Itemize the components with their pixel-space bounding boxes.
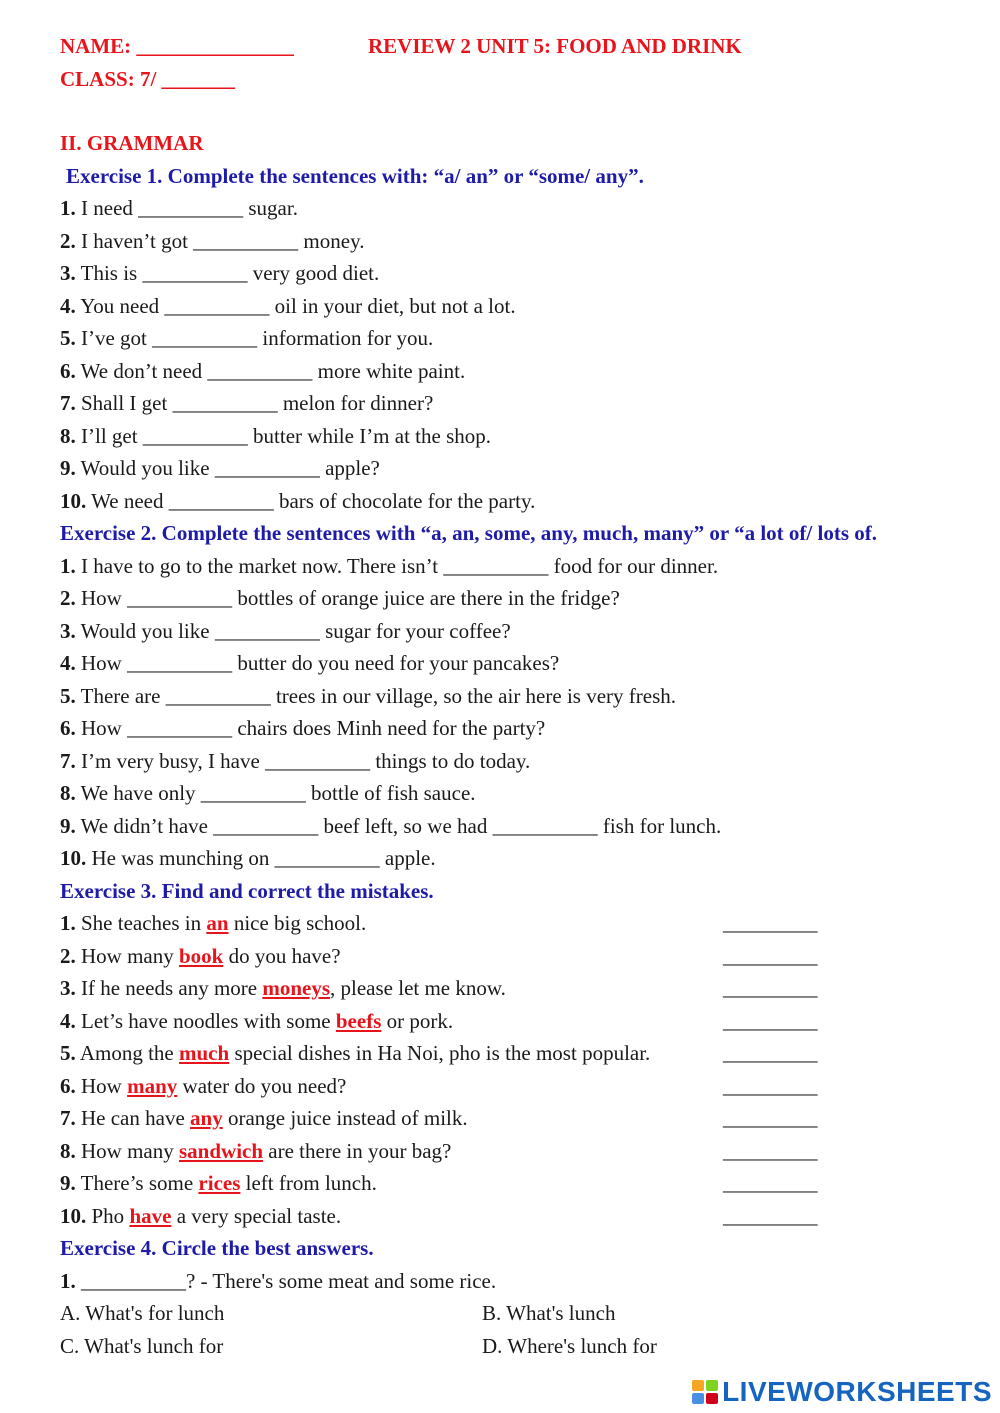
question-number: 1. <box>60 911 76 935</box>
question-text[interactable]: Would you like __________ apple? <box>75 456 380 480</box>
question-text[interactable]: I’m very busy, I have __________ things to do today. <box>75 748 531 773</box>
question-item <box>60 777 965 810</box>
answer-blank[interactable]: _________ <box>723 1041 818 1065</box>
question-text[interactable]: How __________ chairs does Minh need for the party? <box>75 716 546 740</box>
question-item <box>60 680 965 713</box>
logo-square <box>692 1380 704 1391</box>
question-number: 4. <box>60 651 76 675</box>
name-field[interactable]: NAME: _______________ <box>60 34 294 58</box>
sentence-part: , please let me know. <box>330 976 506 1000</box>
answer-blank[interactable]: _________ <box>723 1073 818 1098</box>
sentence-part: or pork. <box>381 1008 454 1033</box>
question-number: 6. <box>60 716 76 740</box>
answer-blank[interactable]: _________ <box>723 1171 818 1195</box>
question-number: 8. <box>60 781 76 805</box>
mistake-item <box>60 1102 965 1135</box>
exercise-1-list <box>60 192 965 517</box>
question-text[interactable]: I haven’t got __________ money. <box>75 228 365 253</box>
answer-blank[interactable]: _________ <box>723 1008 818 1033</box>
sentence-part: orange juice instead of milk. <box>222 1106 468 1130</box>
question-item <box>60 582 965 615</box>
sentence-part: If he needs any more <box>75 976 263 1000</box>
question-item <box>60 810 965 843</box>
answer-blank[interactable]: _________ <box>723 976 818 1000</box>
question-item <box>60 257 965 290</box>
exercise-4-title: Exercise 4. Circle the best answers. <box>60 1236 374 1260</box>
sentence-part: How <box>75 1073 128 1098</box>
answer-blank[interactable]: _________ <box>723 1203 818 1228</box>
question-number: 9. <box>60 813 76 838</box>
question-item <box>60 1265 965 1298</box>
question-number: 2. <box>60 586 76 610</box>
question-item <box>60 387 965 420</box>
mistake-item <box>60 1070 965 1103</box>
question-text[interactable]: I’ll get __________ butter while I’m at the shop. <box>75 423 492 448</box>
question-number: 3. <box>60 261 76 285</box>
question-item <box>60 420 965 453</box>
question-item <box>60 842 965 875</box>
sentence-part: He can have <box>75 1106 191 1130</box>
logo-square <box>692 1393 704 1404</box>
exercise-2-title: Exercise 2. Complete the sentences with “a, an, some, any, much, many” or “a lot of/ lots of. <box>60 521 877 545</box>
question-text[interactable]: I have to go to the market now. There isn’t __________ food for our dinner. <box>75 553 719 578</box>
option-a[interactable]: A. What's for lunch <box>60 1301 225 1325</box>
sentence-part: water do you need? <box>177 1073 347 1098</box>
question-number: 10. <box>60 488 87 513</box>
exercise-1-title: Exercise 1. Complete the sentences with: “a/ an” or “some/ any”. <box>66 163 644 188</box>
logo-text: LIVEWORKSHEETS <box>722 1376 992 1407</box>
question-number: 8. <box>60 1138 76 1163</box>
answer-blank[interactable]: _________ <box>723 943 818 968</box>
mistake-word[interactable]: sandwich <box>179 1138 264 1163</box>
answer-blank[interactable]: _________ <box>723 911 818 935</box>
question-number: 9. <box>60 1171 76 1195</box>
question-item <box>60 225 965 258</box>
class-field[interactable]: CLASS: 7/ _______ <box>60 66 236 91</box>
mistake-item <box>60 972 965 1005</box>
worksheet-header <box>60 30 965 63</box>
option-d[interactable]: D. Where's lunch for <box>482 1333 657 1358</box>
option-c[interactable]: C. What's lunch for <box>60 1333 224 1358</box>
sentence-part: There’s some <box>75 1171 199 1195</box>
sentence-part: How many <box>75 1138 179 1163</box>
worksheet-page <box>60 30 965 1362</box>
mistake-word[interactable]: rices <box>198 1171 241 1195</box>
mistake-word[interactable]: an <box>206 911 229 935</box>
question-item <box>60 355 965 388</box>
sentence-part: do you have? <box>223 943 341 968</box>
answer-blank[interactable]: _________ <box>723 1138 818 1163</box>
question-number: 8. <box>60 423 76 448</box>
question-item <box>60 647 965 680</box>
sentence-part: are there in your bag? <box>263 1138 452 1163</box>
mistake-word[interactable]: many <box>127 1073 178 1098</box>
question-number: 7. <box>60 748 76 773</box>
question-number: 4. <box>60 293 76 318</box>
mistake-word[interactable]: have <box>129 1203 172 1228</box>
question-number: 2. <box>60 228 76 253</box>
logo-icon <box>692 1380 718 1404</box>
question-text[interactable]: We have only __________ bottle of fish sauce. <box>75 781 476 805</box>
exercise-3-list <box>60 907 965 1232</box>
answer-blank[interactable]: _________ <box>723 1106 818 1130</box>
mistake-word[interactable]: beefs <box>335 1008 382 1033</box>
question-item <box>60 712 965 745</box>
question-text[interactable]: He was munching on __________ apple. <box>86 846 436 870</box>
question-number: 5. <box>60 326 76 350</box>
question-number: 7. <box>60 1106 76 1130</box>
question-number: 3. <box>60 976 76 1000</box>
class-line <box>60 63 965 96</box>
question-text[interactable]: This is __________ very good diet. <box>75 261 380 285</box>
question-text[interactable]: Shall I get __________ melon for dinner? <box>75 391 434 415</box>
question-text[interactable]: I’ve got __________ information for you. <box>75 326 434 350</box>
exercise-3-title: Exercise 3. Find and correct the mistakes. <box>60 878 434 903</box>
question-text[interactable]: How __________ bottles of orange juice are there in the fridge? <box>75 586 620 610</box>
question-number: 4. <box>60 1008 76 1033</box>
question-number: 3. <box>60 618 76 643</box>
question-number: 6. <box>60 1073 76 1098</box>
sentence-part: Let’s have noodles with some <box>75 1008 336 1033</box>
sentence-part: How many <box>75 943 179 968</box>
sentence-part: Among the <box>75 1041 179 1065</box>
question-number: 1. <box>60 196 76 220</box>
mistake-item <box>60 907 965 940</box>
question-item <box>60 745 965 778</box>
question-number: 2. <box>60 943 76 968</box>
sentence-part: special dishes in Ha Noi, pho is the most popular. <box>229 1041 651 1065</box>
question-number: 5. <box>60 1041 76 1065</box>
question-text[interactable]: We need __________ bars of chocolate for the party. <box>86 488 536 513</box>
question-text[interactable]: We don’t need __________ more white paint. <box>75 358 466 383</box>
section-heading: II. GRAMMAR <box>60 131 204 155</box>
option-b[interactable]: B. What's lunch <box>482 1301 616 1325</box>
logo-square <box>706 1380 718 1391</box>
question-text[interactable]: __________? - There's some meat and some rice. <box>75 1268 497 1293</box>
mistake-word[interactable]: any <box>190 1106 223 1130</box>
options-row-2 <box>60 1330 965 1363</box>
mistake-item <box>60 1005 965 1038</box>
question-item <box>60 192 965 225</box>
question-item <box>60 550 965 583</box>
question-number: 10. <box>60 846 87 870</box>
mistake-item <box>60 1037 965 1070</box>
mistake-item <box>60 1167 965 1200</box>
exercise-2-list <box>60 550 965 875</box>
liveworksheets-logo <box>692 1377 992 1407</box>
sentence-part: left from lunch. <box>240 1171 377 1195</box>
sentence-part: She teaches in <box>75 911 207 935</box>
mistake-word[interactable]: moneys <box>262 976 331 1000</box>
question-number: 10. <box>60 1203 87 1228</box>
mistake-item <box>60 940 965 973</box>
question-text[interactable]: We didn’t have __________ beef left, so we had __________ fish for lunch. <box>75 813 722 838</box>
question-text[interactable]: Would you like __________ sugar for your coffee? <box>75 618 511 643</box>
worksheet-title: REVIEW 2 UNIT 5: FOOD AND DRINK <box>368 34 742 58</box>
question-item <box>60 485 965 518</box>
question-number: 7. <box>60 391 76 415</box>
question-number: 1. <box>60 553 76 578</box>
question-text[interactable]: How __________ butter do you need for your pancakes? <box>75 651 560 675</box>
sentence-part: nice big school. <box>228 911 367 935</box>
sentence-part: Pho <box>86 1203 130 1228</box>
sentence-part: a very special taste. <box>171 1203 342 1228</box>
question-item <box>60 452 965 485</box>
question-number: 1. <box>60 1268 76 1293</box>
question-number: 9. <box>60 456 76 480</box>
mistake-item <box>60 1200 965 1233</box>
question-item <box>60 290 965 323</box>
mistake-item <box>60 1135 965 1168</box>
mistake-word[interactable]: book <box>179 943 224 968</box>
question-number: 6. <box>60 358 76 383</box>
mistake-word[interactable]: much <box>179 1041 230 1065</box>
question-text[interactable]: I need __________ sugar. <box>75 196 298 220</box>
question-text[interactable]: There are __________ trees in our village, so the air here is very fresh. <box>75 683 676 708</box>
options-row-1 <box>60 1297 965 1330</box>
question-item <box>60 322 965 355</box>
question-item <box>60 615 965 648</box>
question-number: 5. <box>60 683 76 708</box>
question-text[interactable]: You need __________ oil in your diet, but not a lot. <box>75 293 516 318</box>
logo-square <box>706 1393 718 1404</box>
